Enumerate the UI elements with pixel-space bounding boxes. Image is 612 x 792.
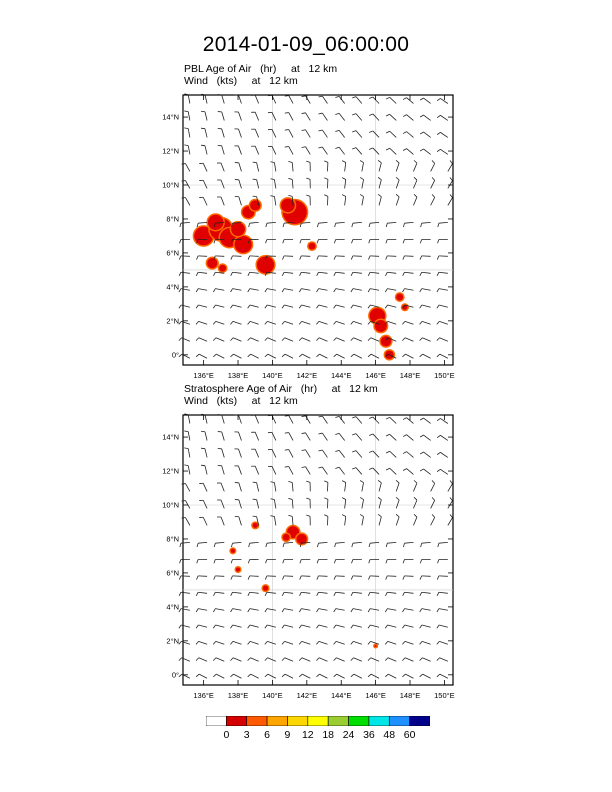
pbl-ytick-label: 4°N [166,282,179,292]
colorbar-swatch [226,716,246,726]
strat-xtick-label: 144°E [330,691,352,700]
colorbar-label: 18 [322,729,335,741]
pbl-xtick-label: 138°E [227,371,249,380]
colorbar-swatch [389,716,409,726]
strat-xtick-label: 142°E [296,691,318,700]
strat-age-patch [231,549,235,553]
strat-ytick-label: 0° [171,670,179,680]
strat-age-patch [236,567,240,571]
colorbar-label: 12 [301,729,314,741]
colorbar-label: 6 [264,729,270,741]
pbl-xtick-label: 144°E [330,371,352,380]
pbl-xtick-label: 148°E [399,371,421,380]
strat-xtick-label: 146°E [365,691,386,700]
colorbar [206,716,430,726]
strat-ytick-label: 6°N [166,568,179,578]
pbl-ytick-label: 12°N [162,146,179,156]
panel-title-pbl-line2: Wind (kts) at 12 km [184,75,298,87]
colorbar-label: 3 [243,729,250,741]
strat-ytick-label: 10°N [162,500,179,510]
strat-ytick-label: 12°N [162,466,179,476]
colorbar-swatch [308,716,328,726]
strat-ytick-label: 8°N [166,534,179,544]
colorbar-swatch [349,716,369,726]
colorbar-label: 36 [363,729,375,741]
strat-xtick-label: 148°E [399,691,421,700]
strat-xtick-label: 136°E [193,691,214,700]
colorbar-label: 24 [342,729,355,741]
panel-title-pbl-line1: PBL Age of Air (hr) at 12 km [184,63,338,75]
strat-age-patch [263,586,268,591]
colorbar-label: 60 [403,729,416,741]
pbl-ytick-label: 6°N [166,248,179,258]
pbl-ytick-label: 8°N [166,214,179,224]
strat-age-patch [375,645,377,647]
colorbar-swatch [206,716,226,726]
colorbar-swatch [267,716,287,726]
colorbar-label: 0 [223,729,230,741]
colorbar-swatch [287,716,307,726]
pbl-xtick-label: 140°E [262,371,283,380]
pbl-ytick-label: 14°N [162,112,179,122]
page-title: 2014-01-09_06:00:00 [202,33,410,56]
pbl-ytick-label: 10°N [162,180,179,190]
pbl-xtick-label: 146°E [365,371,386,380]
strat-ytick-label: 4°N [166,602,179,612]
pbl-ytick-label: 0° [171,350,179,360]
colorbar-label: 48 [383,729,396,741]
strat-age-patch [283,534,290,541]
colorbar-swatch [328,716,348,726]
panel-title-strat-line2: Wind (kts) at 12 km [184,395,298,407]
colorbar-swatch [369,716,389,726]
strat-xtick-label: 140°E [262,691,283,700]
pbl-xtick-label: 150°E [434,371,455,380]
colorbar-label: 9 [284,729,291,741]
panel-title-strat-line1: Stratosphere Age of Air (hr) at 12 km [184,383,378,395]
strat-xtick-label: 150°E [434,691,455,700]
strat-xtick-label: 138°E [227,691,249,700]
pbl-xtick-label: 136°E [193,371,214,380]
colorbar-swatch [410,716,430,726]
strat-age-patch [253,523,258,528]
strat-ytick-label: 2°N [166,636,179,646]
colorbar-swatch [247,716,267,726]
strat-ytick-label: 14°N [162,432,179,442]
pbl-ytick-label: 2°N [166,316,179,326]
pbl-xtick-label: 142°E [296,371,318,380]
